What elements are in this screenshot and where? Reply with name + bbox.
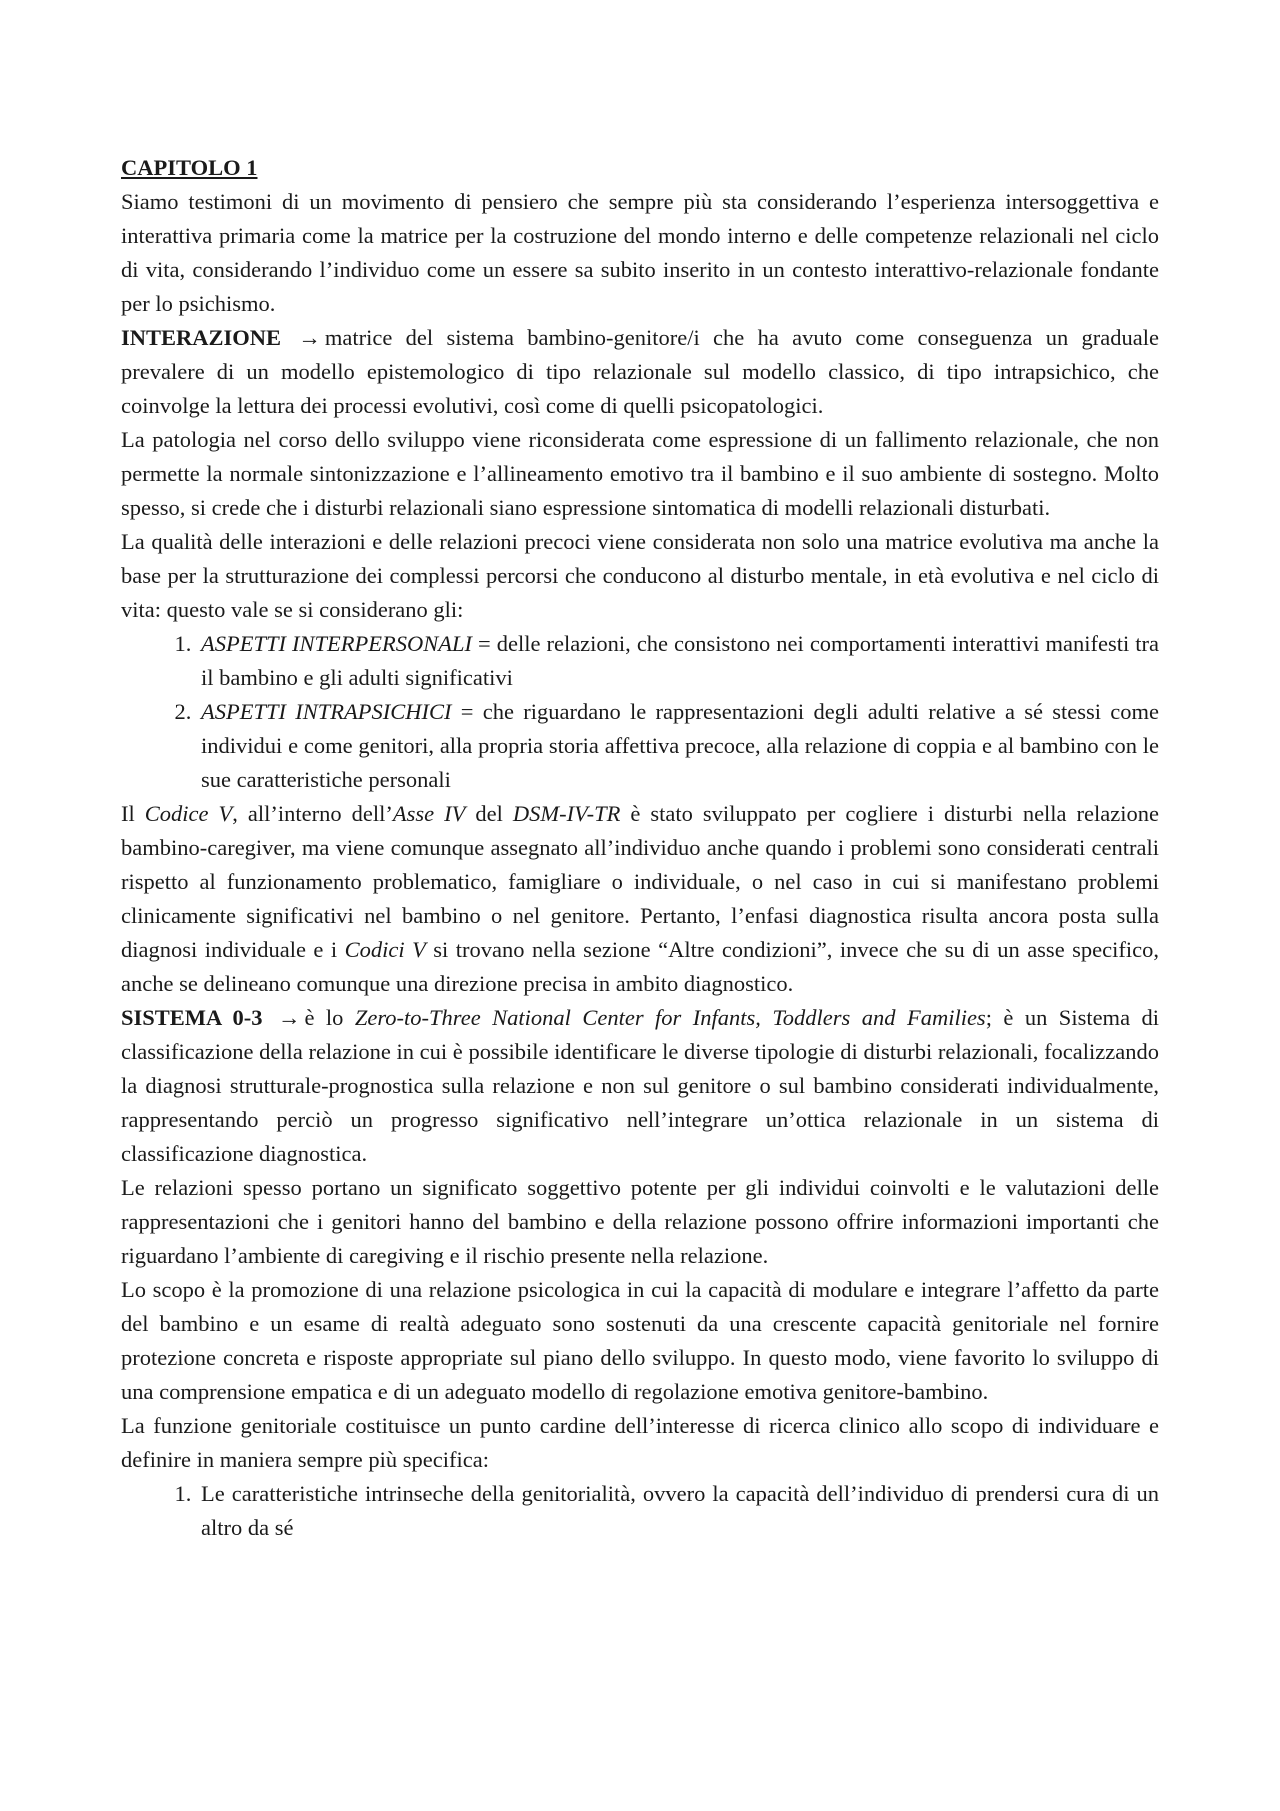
list-item-label: ASPETTI INTRAPSICHICI: [201, 699, 452, 724]
text-run: si trovano nella sezione “Altre condizioni”, invece che su di un asse specifico, anche se delineano comunque una direzione precisa in ambito diagnostico.: [121, 937, 1159, 996]
italic-run: Codici V: [344, 937, 426, 962]
italic-run: Asse IV: [392, 801, 466, 826]
text-run: è lo: [304, 1005, 355, 1030]
intro-paragraph: Siamo testimoni di un movimento di pensiero che sempre più sta considerando l’esperienza intersoggettiva e interattiva primaria come la matrice per la costruzione del mondo interno e delle competenze relazionali nel ciclo di vita, considerando l’individuo come un essere sa subito inserito in un contesto interattivo-relazionale fondante per lo psichismo.: [121, 189, 1159, 316]
interazione-text: matrice del sistema bambino-genitore/i che ha avuto come conseguenza un graduale prevalere di un modello epistemologico di tipo relazionale sul modello classico, di tipo intrapsichico, che coinvolge la lettura dei processi evolutivi, così come di quelli psicopatologici.: [121, 325, 1160, 418]
funzione-paragraph: La funzione genitoriale costituisce un punto cardine dell’interesse di ricerca clinico allo scopo di individuare e definire in maniera sempre più specifica:: [121, 1413, 1159, 1472]
italic-run: Zero-to-Three National Center for Infants, Toddlers and Families: [354, 1005, 986, 1030]
arrow-icon: →: [298, 325, 321, 350]
list-item-label: ASPETTI INTERPERSONALI: [201, 631, 473, 656]
list-item-text: = che riguardano le rappresentazioni degli adulti relative a sé stessi come individui e come genitori, alla propria storia affettiva precoce, alla relazione di coppia e al bambino con le sue caratteristiche personali: [201, 699, 1159, 792]
italic-run: Codice V: [144, 801, 233, 826]
qualita-paragraph: La qualità delle interazioni e delle relazioni precoci viene considerata non solo una matrice evolutiva ma anche la base per la strutturazione dei complessi percorsi che conducono al disturbo mentale, in età evolutiva e nel ciclo di vita: questo vale se si considerano gli:: [121, 529, 1159, 622]
text-run: Il: [121, 801, 145, 826]
arrow-icon: →: [277, 1005, 301, 1030]
document-page: [121, 151, 1159, 1545]
chapter-title: [121, 151, 1159, 185]
patologia-paragraph: La patologia nel corso dello sviluppo viene riconsiderata come espressione di un fallimento relazionale, che non permette la normale sintonizzazione e l’allineamento emotivo tra il bambino e il suo ambiente di sostegno. Molto spesso, si crede che i disturbi relazionali siano espressione sintomatica di modelli relazionali disturbati.: [121, 427, 1159, 520]
text-run: è stato sviluppato per cogliere i disturbi nella relazione bambino-caregiver, ma viene comunque assegnato all’individuo anche quando i problemi sono considerati centrali rispetto al funzionamento problematico, famigliare o individuale, o nel caso in cui si manifestano problemi clinicamente significativi nel bambino o nel genitore. Pertanto, l’enfasi diagnostica risulta ancora posta sulla diagnosi individuale e i: [121, 801, 1159, 962]
text-run: del: [465, 801, 513, 826]
interazione-term: INTERAZIONE: [121, 325, 282, 350]
text-run: , all’interno dell’: [232, 801, 393, 826]
codice-v-paragraph: [121, 797, 1159, 1001]
list-item: [197, 695, 1159, 797]
text-run: ; è un Sistema di classificazione della relazione in cui è possibile identificare le diverse tipologie di disturbi relazionali, focalizzando la diagnosi strutturale-prognostica sulla relazione e non sul genitore o sul bambino considerati individualmente, rappresentando perciò un progresso significativo nell’integrare un’ottica relazionale in un sistema di classificazione diagnostica.: [121, 1005, 1160, 1166]
list-item: [197, 627, 1159, 695]
sistema-term: SISTEMA 0-3: [121, 1005, 263, 1030]
interazione-paragraph: [121, 321, 1159, 423]
chapter-title-text: CAPITOLO 1: [121, 155, 258, 180]
scopo-paragraph: Lo scopo è la promozione di una relazione psicologica in cui la capacità di modulare e integrare l’affetto da parte del bambino e un esame di realtà adeguato sono sostenuti da una crescente capacità genitoriale nel fornire protezione concreta e risposte appropriate sul piano dello sviluppo. In questo modo, viene favorito lo sviluppo di una comprensione empatica e di un adeguato modello di regolazione emotiva genitore-bambino.: [121, 1277, 1159, 1404]
italic-run: DSM-IV-TR: [512, 801, 621, 826]
aspetti-list: [121, 627, 1159, 797]
funzione-list: [121, 1477, 1159, 1545]
sistema-paragraph: [121, 1001, 1159, 1171]
list-item: 1. Le caratteristiche intrinseche della genitorialità, ovvero la capacità dell’individuo di prendersi cura di un altro da sé: [197, 1477, 1159, 1545]
list-item-text: = delle relazioni, che consistono nei comportamenti interattivi manifesti tra il bambino e gli adulti significativi: [201, 631, 1159, 690]
relazioni-paragraph: Le relazioni spesso portano un significato soggettivo potente per gli individui coinvolti e le valutazioni delle rappresentazioni che i genitori hanno del bambino e della relazione possono offrire informazioni importanti che riguardano l’ambiente di caregiving e il rischio presente nella relazione.: [121, 1175, 1159, 1268]
